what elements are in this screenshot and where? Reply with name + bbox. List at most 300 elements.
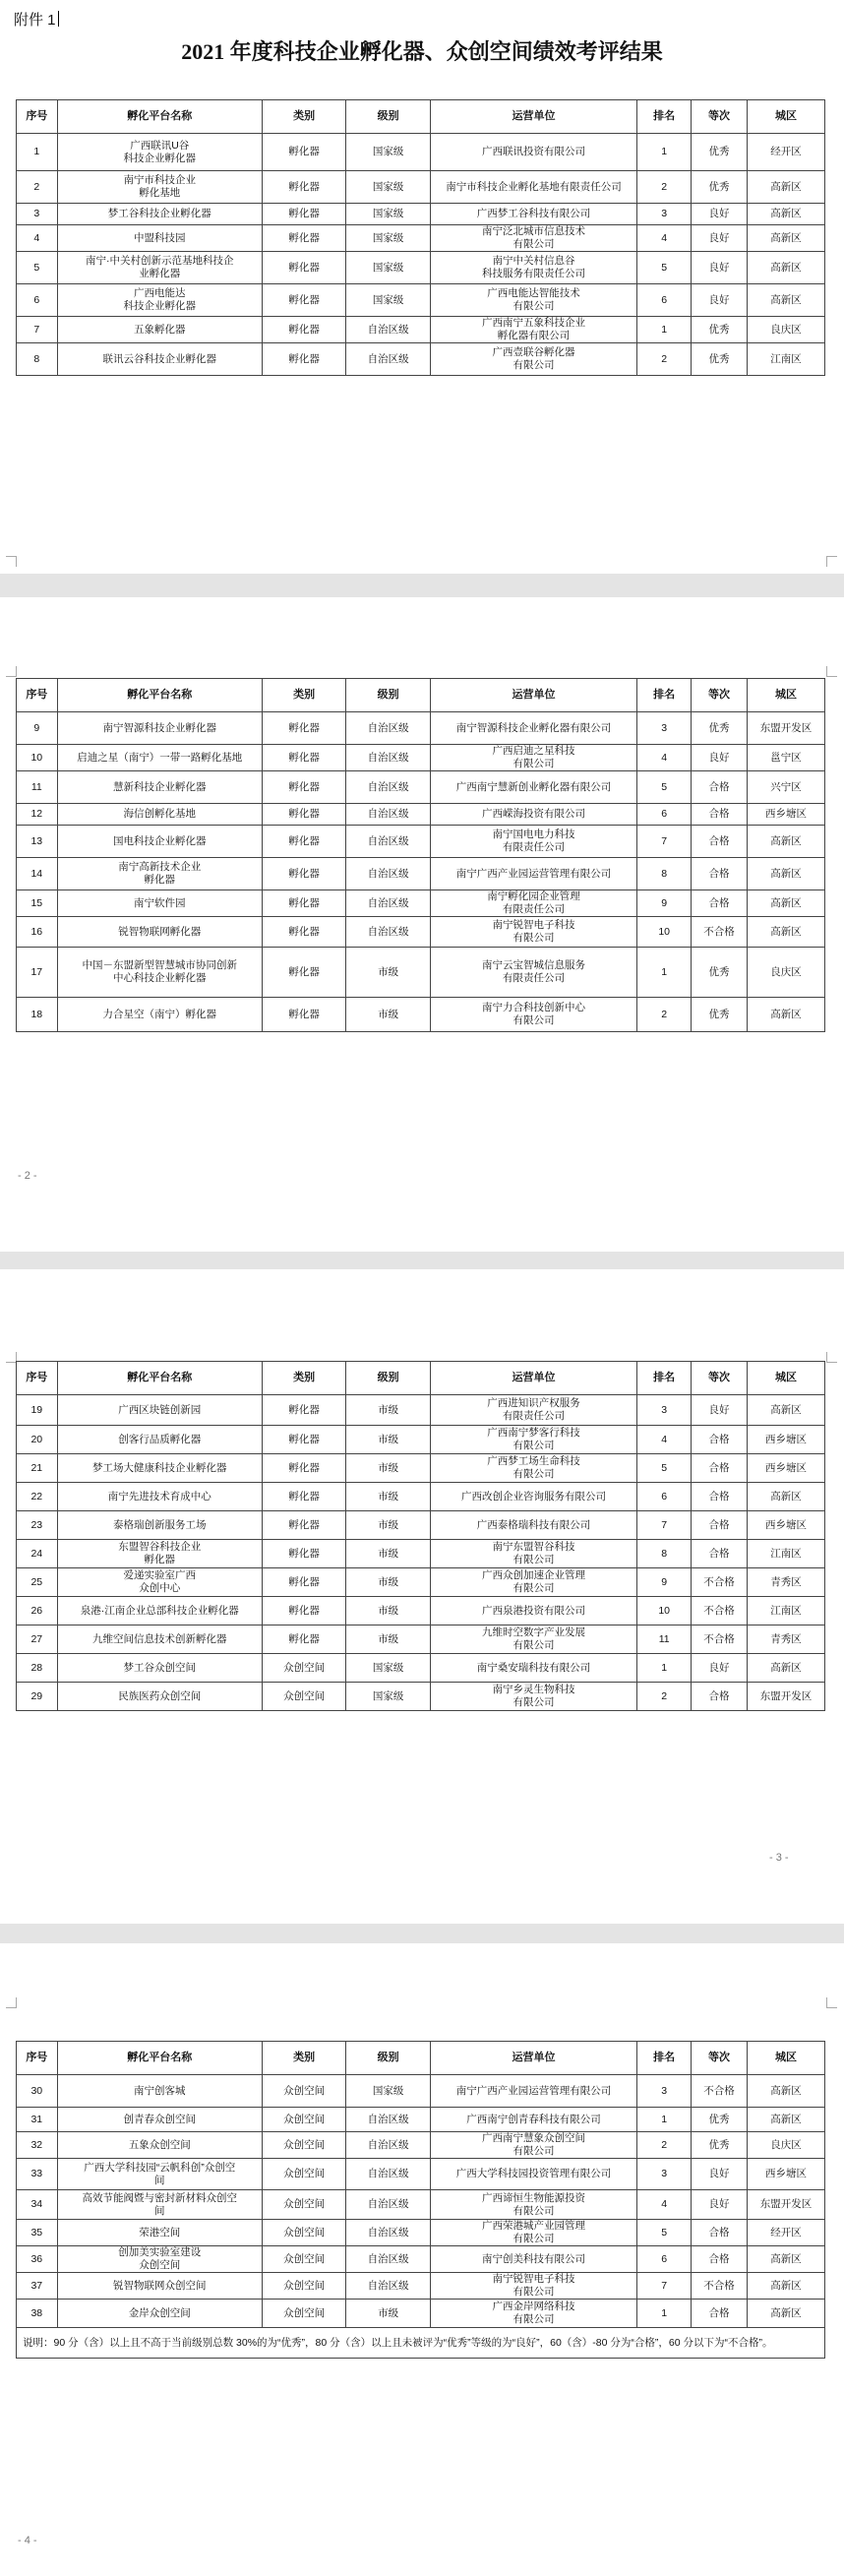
table-cell: 自治区级: [346, 826, 430, 858]
table-row: [17, 2108, 825, 2132]
table-cell: 广西联讯投资有限公司: [430, 134, 636, 171]
table-cell: 不合格: [692, 2273, 748, 2300]
table-cell: 高新区: [748, 2246, 825, 2273]
page-3: [0, 1269, 844, 1924]
table-cell: 高新区: [748, 225, 825, 252]
column-header: 孵化平台名称: [57, 100, 262, 134]
table-cell: 南宁泛北城市信息技术 有限公司: [430, 225, 636, 252]
table-cell: 2: [637, 998, 692, 1032]
table-cell: 32: [17, 2132, 58, 2159]
table-cell: 高新区: [748, 284, 825, 317]
table-cell: 高新区: [748, 2273, 825, 2300]
table-cell: 3: [637, 2159, 692, 2190]
table-cell: 南宁高新技术企业 孵化器: [57, 858, 262, 890]
column-header: 等次: [692, 679, 748, 712]
table-cell: 8: [637, 1540, 692, 1568]
table-cell: 34: [17, 2190, 58, 2220]
table-cell: 优秀: [692, 998, 748, 1032]
table-cell: 23: [17, 1511, 58, 1540]
table-row: [17, 1483, 825, 1511]
table-cell: 广西改创企业咨询服务有限公司: [430, 1483, 636, 1511]
table-cell: 优秀: [692, 134, 748, 171]
page-1: [0, 0, 844, 574]
table-cell: 广西泰格瑞科技有限公司: [430, 1511, 636, 1540]
table-cell: 合格: [692, 826, 748, 858]
table-cell: 3: [637, 1395, 692, 1426]
table-cell: 不合格: [692, 1568, 748, 1597]
table-cell: 6: [637, 804, 692, 826]
table-cell: 广西南宁创青春科技有限公司: [430, 2108, 636, 2132]
column-header: 级别: [346, 2042, 430, 2075]
table-cell: 南宁孵化园企业管理 有限责任公司: [430, 890, 636, 917]
table-cell: 1: [637, 134, 692, 171]
table-cell: 自治区级: [346, 317, 430, 343]
table-cell: 优秀: [692, 171, 748, 204]
note-row: [17, 2328, 825, 2359]
table-cell: 合格: [692, 1540, 748, 1568]
table-cell: 西乡塘区: [748, 1454, 825, 1483]
page-number: - 4 -: [18, 2535, 37, 2546]
table-cell: 西乡塘区: [748, 2159, 825, 2190]
table-cell: 泉港·江南企业总部科技企业孵化器: [57, 1597, 262, 1625]
column-header: 城区: [748, 679, 825, 712]
table-cell: 36: [17, 2246, 58, 2273]
table-cell: 4: [637, 1426, 692, 1454]
table-cell: 合格: [692, 1426, 748, 1454]
table-cell: 28: [17, 1654, 58, 1683]
table-cell: 30: [17, 2075, 58, 2108]
table-cell: 自治区级: [346, 2246, 430, 2273]
table-cell: 市级: [346, 2300, 430, 2328]
table-row: [17, 1426, 825, 1454]
table-cell: 11: [17, 771, 58, 804]
table-header-row: [17, 2042, 825, 2075]
table-cell: 自治区级: [346, 890, 430, 917]
table-cell: 9: [637, 890, 692, 917]
table-cell: 5: [637, 2220, 692, 2246]
table-cell: 自治区级: [346, 2190, 430, 2220]
table-row: [17, 317, 825, 343]
table-cell: 孵化器: [262, 712, 345, 745]
table-cell: 众创空间: [262, 2190, 345, 2220]
table-cell: 广西联讯U谷 科技企业孵化器: [57, 134, 262, 171]
table-cell: 高效节能阀暨与密封新材料众创空 间: [57, 2190, 262, 2220]
table-row: [17, 343, 825, 376]
table-cell: 孵化器: [262, 1625, 345, 1654]
table-cell: 高新区: [748, 2108, 825, 2132]
table-row: [17, 1568, 825, 1597]
table-cell: 良好: [692, 252, 748, 284]
table-cell: 孵化器: [262, 1597, 345, 1625]
table-cell: 6: [637, 1483, 692, 1511]
table-cell: 优秀: [692, 343, 748, 376]
column-header: 孵化平台名称: [57, 1362, 262, 1395]
table-cell: 广西南宁梦客行科技 有限公司: [430, 1426, 636, 1454]
table-cell: 众创空间: [262, 2300, 345, 2328]
table-row: [17, 1511, 825, 1540]
table-cell: 优秀: [692, 317, 748, 343]
column-header: 类别: [262, 679, 345, 712]
table-cell: 市级: [346, 998, 430, 1032]
table-cell: 2: [637, 171, 692, 204]
page-title: 2021 年度科技企业孵化器、众创空间绩效考评结果: [181, 39, 663, 64]
table-cell: 锐智物联网孵化器: [57, 917, 262, 948]
table-cell: 南宁广西产业园运营管理有限公司: [430, 858, 636, 890]
table-cell: 27: [17, 1625, 58, 1654]
table-cell: 市级: [346, 1568, 430, 1597]
table-cell: 南宁中关村信息谷 科技服务有限责任公司: [430, 252, 636, 284]
table-cell: 市级: [346, 1454, 430, 1483]
table-cell: 7: [637, 1511, 692, 1540]
table-cell: 优秀: [692, 948, 748, 998]
column-header: 等次: [692, 2042, 748, 2075]
column-header: 序号: [17, 100, 58, 134]
table-cell: 广西启迪之星科技 有限公司: [430, 745, 636, 771]
table-cell: 广西电能达智能技术 有限公司: [430, 284, 636, 317]
table-cell: 东盟开发区: [748, 2190, 825, 2220]
table-cell: 南宁·中关村创新示范基地科技企 业孵化器: [57, 252, 262, 284]
table-cell: 众创空间: [262, 2246, 345, 2273]
column-header: 城区: [748, 2042, 825, 2075]
table-cell: 南宁乡灵生物科技 有限公司: [430, 1683, 636, 1711]
table-cell: 孵化器: [262, 1395, 345, 1426]
table-cell: 19: [17, 1395, 58, 1426]
table-cell: 良好: [692, 2190, 748, 2220]
table-row: [17, 1454, 825, 1483]
table-cell: 南宁创客城: [57, 2075, 262, 2108]
table-cell: 自治区级: [346, 2220, 430, 2246]
column-header: 孵化平台名称: [57, 2042, 262, 2075]
table-cell: 众创空间: [262, 1683, 345, 1711]
table-header-row: [17, 679, 825, 712]
table-cell: 市级: [346, 1426, 430, 1454]
table-cell: 26: [17, 1597, 58, 1625]
column-header: 序号: [17, 1362, 58, 1395]
table-cell: 自治区级: [346, 343, 430, 376]
table-cell: 孵化器: [262, 771, 345, 804]
table-cell: 市级: [346, 1540, 430, 1568]
corner-mark: [826, 666, 837, 677]
table-cell: 市级: [346, 1597, 430, 1625]
corner-mark: [826, 1352, 837, 1363]
note-text: 说明：90 分（含）以上且不高于当前级别总数 30%的为“优秀”，80 分（含）以上且未被评为“优秀”等级的为“良好”，60（含）-80 分为“合格”，60 分以下为“不合格”。: [17, 2328, 825, 2359]
table-row: [17, 712, 825, 745]
table-cell: 良好: [692, 745, 748, 771]
column-header: 等次: [692, 1362, 748, 1395]
table-cell: 锐智物联网众创空间: [57, 2273, 262, 2300]
table-cell: 合格: [692, 890, 748, 917]
table-cell: 孵化器: [262, 858, 345, 890]
table-cell: 合格: [692, 804, 748, 826]
table-cell: 广西梦工谷科技有限公司: [430, 204, 636, 225]
table-row: [17, 826, 825, 858]
table-cell: 市级: [346, 1483, 430, 1511]
table-cell: 广西梦工场生命科技 有限公司: [430, 1454, 636, 1483]
table-row: [17, 1625, 825, 1654]
table-cell: 慧新科技企业孵化器: [57, 771, 262, 804]
table-cell: 孵化器: [262, 998, 345, 1032]
table-cell: 1: [637, 948, 692, 998]
table-row: [17, 2300, 825, 2328]
table-cell: 国家级: [346, 252, 430, 284]
table-cell: 4: [637, 2190, 692, 2220]
table-cell: 孵化器: [262, 1568, 345, 1597]
table-cell: 创加美实验室建设 众创空间: [57, 2246, 262, 2273]
column-header: 城区: [748, 1362, 825, 1395]
table-cell: 金岸众创空间: [57, 2300, 262, 2328]
table-cell: 广西泉港投资有限公司: [430, 1597, 636, 1625]
table-cell: 西乡塘区: [748, 1426, 825, 1454]
table-cell: 梦工谷众创空间: [57, 1654, 262, 1683]
column-header: 运营单位: [430, 100, 636, 134]
table-cell: 九维空间信息技术创新孵化器: [57, 1625, 262, 1654]
corner-mark: [826, 1997, 837, 2008]
table-cell: 孵化器: [262, 804, 345, 826]
table-cell: 孵化器: [262, 225, 345, 252]
table-cell: 5: [637, 252, 692, 284]
table-cell: 良庆区: [748, 2132, 825, 2159]
table-cell: 众创空间: [262, 2132, 345, 2159]
table-cell: 1: [637, 1654, 692, 1683]
table-cell: 5: [637, 1454, 692, 1483]
table-cell: 9: [17, 712, 58, 745]
table-cell: 17: [17, 948, 58, 998]
table-cell: 自治区级: [346, 2159, 430, 2190]
table-cell: 江南区: [748, 1540, 825, 1568]
table-cell: 民族医药众创空间: [57, 1683, 262, 1711]
corner-mark: [6, 556, 17, 567]
table-cell: 高新区: [748, 890, 825, 917]
table-cell: 梦工谷科技企业孵化器: [57, 204, 262, 225]
table-cell: 众创空间: [262, 2075, 345, 2108]
table-cell: 37: [17, 2273, 58, 2300]
table-cell: 高新区: [748, 1654, 825, 1683]
table-cell: 南宁云宝智城信息服务 有限责任公司: [430, 948, 636, 998]
table-cell: 合格: [692, 2220, 748, 2246]
table-cell: 高新区: [748, 858, 825, 890]
column-header: 排名: [637, 100, 692, 134]
table-cell: 东盟智谷科技企业 孵化器: [57, 1540, 262, 1568]
table-row: [17, 134, 825, 171]
table-cell: 中国－东盟新型智慧城市协同创新 中心科技企业孵化器: [57, 948, 262, 998]
column-header: 类别: [262, 100, 345, 134]
table-cell: 1: [637, 317, 692, 343]
column-header: 排名: [637, 1362, 692, 1395]
table-cell: 中盟科技园: [57, 225, 262, 252]
table-row: [17, 2220, 825, 2246]
table-row: [17, 858, 825, 890]
table-cell: 良好: [692, 284, 748, 317]
table-cell: 南宁创美科技有限公司: [430, 2246, 636, 2273]
table-cell: 自治区级: [346, 2273, 430, 2300]
table-row: [17, 284, 825, 317]
table-cell: 良好: [692, 2159, 748, 2190]
table-cell: 南宁市科技企业 孵化基地: [57, 171, 262, 204]
table-cell: 3: [637, 2075, 692, 2108]
table-cell: 市级: [346, 1395, 430, 1426]
table-row: [17, 998, 825, 1032]
table-cell: 10: [637, 917, 692, 948]
table-cell: 众创空间: [262, 2220, 345, 2246]
corner-mark: [6, 666, 17, 677]
table-cell: 南宁东盟智谷科技 有限公司: [430, 1540, 636, 1568]
table-cell: 市级: [346, 1511, 430, 1540]
table-cell: 国家级: [346, 225, 430, 252]
table-cell: 西乡塘区: [748, 1511, 825, 1540]
table-cell: 优秀: [692, 2132, 748, 2159]
table-cell: 25: [17, 1568, 58, 1597]
table-row: [17, 1683, 825, 1711]
table-cell: 孵化器: [262, 204, 345, 225]
table-cell: 创客行品质孵化器: [57, 1426, 262, 1454]
table-cell: 11: [637, 1625, 692, 1654]
table-cell: 孵化器: [262, 252, 345, 284]
table-cell: 合格: [692, 1683, 748, 1711]
column-header: 运营单位: [430, 679, 636, 712]
table-cell: 爱递实验室广西 众创中心: [57, 1568, 262, 1597]
table-cell: 6: [637, 284, 692, 317]
table-cell: 不合格: [692, 1625, 748, 1654]
table-cell: 合格: [692, 771, 748, 804]
table-row: [17, 745, 825, 771]
column-header: 运营单位: [430, 2042, 636, 2075]
table-cell: 市级: [346, 1625, 430, 1654]
table-cell: 孵化器: [262, 745, 345, 771]
table-row: [17, 2246, 825, 2273]
table-cell: 自治区级: [346, 745, 430, 771]
table-cell: 33: [17, 2159, 58, 2190]
table-cell: 5: [17, 252, 58, 284]
table-cell: 南宁智源科技企业孵化器: [57, 712, 262, 745]
table-header-row: [17, 1362, 825, 1395]
table-row: [17, 2132, 825, 2159]
table-cell: 1: [637, 2108, 692, 2132]
table-cell: 15: [17, 890, 58, 917]
table-cell: 梦工场大健康科技企业孵化器: [57, 1454, 262, 1483]
column-header: 级别: [346, 679, 430, 712]
table-cell: 高新区: [748, 1395, 825, 1426]
table-cell: 国家级: [346, 204, 430, 225]
table-cell: 青秀区: [748, 1568, 825, 1597]
table-cell: 3: [17, 204, 58, 225]
table-cell: 荣港空间: [57, 2220, 262, 2246]
table-cell: 不合格: [692, 1597, 748, 1625]
table-cell: 自治区级: [346, 858, 430, 890]
table-cell: 10: [637, 1597, 692, 1625]
corner-mark: [826, 556, 837, 567]
page-number: - 3 -: [769, 1852, 789, 1864]
column-header: 级别: [346, 100, 430, 134]
table-cell: 孵化器: [262, 1454, 345, 1483]
table-cell: 孵化器: [262, 826, 345, 858]
table-cell: 国家级: [346, 134, 430, 171]
results-table-4: [16, 2041, 825, 2359]
table-cell: 7: [17, 317, 58, 343]
table-cell: 经开区: [748, 2220, 825, 2246]
table-cell: 14: [17, 858, 58, 890]
table-row: [17, 2273, 825, 2300]
table-cell: 高新区: [748, 917, 825, 948]
table-cell: 海信创孵化基地: [57, 804, 262, 826]
table-cell: 高新区: [748, 1483, 825, 1511]
table-row: [17, 1540, 825, 1568]
table-row: [17, 204, 825, 225]
table-cell: 西乡塘区: [748, 804, 825, 826]
table-cell: 江南区: [748, 343, 825, 376]
column-header: 级别: [346, 1362, 430, 1395]
table-cell: 合格: [692, 858, 748, 890]
table-cell: 广西大学科技园投资管理有限公司: [430, 2159, 636, 2190]
results-table-1: [16, 99, 825, 376]
results-table-2: [16, 678, 825, 1032]
table-row: [17, 917, 825, 948]
table-cell: 18: [17, 998, 58, 1032]
column-header: 序号: [17, 2042, 58, 2075]
table-cell: 自治区级: [346, 712, 430, 745]
table-cell: 国电科技企业孵化器: [57, 826, 262, 858]
table-cell: 广西荣港城产业园管理 有限公司: [430, 2220, 636, 2246]
table-cell: 国家级: [346, 2075, 430, 2108]
column-header: 类别: [262, 1362, 345, 1395]
table-cell: 21: [17, 1454, 58, 1483]
table-cell: 6: [637, 2246, 692, 2273]
table-cell: 高新区: [748, 204, 825, 225]
table-cell: 孵化器: [262, 284, 345, 317]
table-cell: 国家级: [346, 171, 430, 204]
table-cell: 国家级: [346, 1654, 430, 1683]
table-row: [17, 225, 825, 252]
table-cell: 启迪之星（南宁）一带一路孵化基地: [57, 745, 262, 771]
table-cell: 自治区级: [346, 2108, 430, 2132]
table-cell: 兴宁区: [748, 771, 825, 804]
table-cell: 国家级: [346, 284, 430, 317]
table-row: [17, 252, 825, 284]
table-row: [17, 948, 825, 998]
table-cell: 孵化器: [262, 890, 345, 917]
table-cell: 广西南宁五象科技企业 孵化器有限公司: [430, 317, 636, 343]
table-cell: 众创空间: [262, 2108, 345, 2132]
table-cell: 五象众创空间: [57, 2132, 262, 2159]
table-cell: 广西金岸网络科技 有限公司: [430, 2300, 636, 2328]
table-cell: 高新区: [748, 2300, 825, 2328]
table-cell: 7: [637, 2273, 692, 2300]
table-cell: 2: [637, 2132, 692, 2159]
table-cell: 众创空间: [262, 2159, 345, 2190]
table-cell: 自治区级: [346, 771, 430, 804]
table-cell: 合格: [692, 1454, 748, 1483]
table-cell: 合格: [692, 1483, 748, 1511]
table-cell: 众创空间: [262, 1654, 345, 1683]
table-cell: 31: [17, 2108, 58, 2132]
table-cell: 良庆区: [748, 948, 825, 998]
table-cell: 7: [637, 826, 692, 858]
table-cell: 南宁国电电力科技 有限责任公司: [430, 826, 636, 858]
table-cell: 高新区: [748, 2075, 825, 2108]
table-cell: 力合星空（南宁）孵化器: [57, 998, 262, 1032]
table-cell: 孵化器: [262, 917, 345, 948]
table-cell: 南宁力合科技创新中心 有限公司: [430, 998, 636, 1032]
table-cell: 南宁市科技企业孵化基地有限责任公司: [430, 171, 636, 204]
table-cell: 广西众创加速企业管理 有限公司: [430, 1568, 636, 1597]
page-2: [0, 597, 844, 1252]
table-cell: 广西进知识产权服务 有限责任公司: [430, 1395, 636, 1426]
table-row: [17, 890, 825, 917]
table-cell: 不合格: [692, 2075, 748, 2108]
table-cell: 市级: [346, 948, 430, 998]
table-cell: 自治区级: [346, 917, 430, 948]
table-cell: 3: [637, 204, 692, 225]
table-row: [17, 804, 825, 826]
